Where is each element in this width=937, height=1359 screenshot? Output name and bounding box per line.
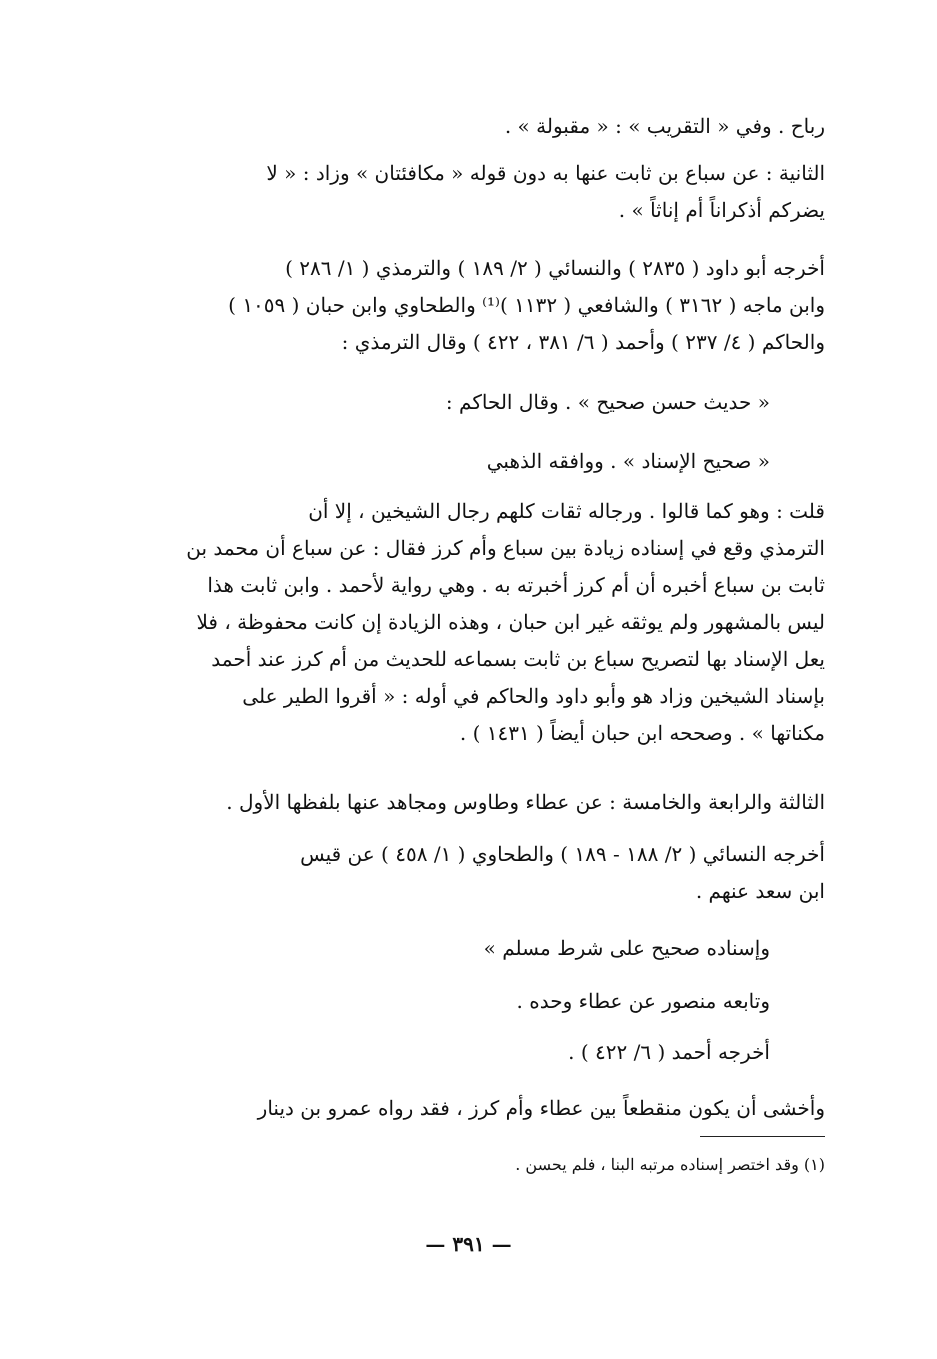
text-line: « حديث حسن صحيح » . وقال الحاكم : <box>445 390 770 414</box>
text-line: والحاكم ( ٤/ ٢٣٧ ) وأحمد ( ٦/ ٣٨١ ، ٤٢٢ ) وقال الترمذي : <box>341 330 825 354</box>
paragraph-1 <box>145 108 825 145</box>
paragraph-3 <box>145 250 825 361</box>
text-line: الترمذي وقع في إسناده زيادة بين سباع وأم كرز فقال : عن سباع أن محمد بن <box>186 536 825 560</box>
paragraph-8 <box>145 836 825 910</box>
text-line: بإسناد الشيخين وزاد هو وأبو داود والحاكم في أوله : « أقروا الطير على <box>242 684 825 708</box>
text-line: ثابت بن سباع أخبره أن أم كرز أخبرته به . وهي رواية لأحمد . وابن ثابت هذا <box>207 573 825 597</box>
footnote-divider <box>700 1136 825 1137</box>
text-line: مكناتها » . وصححه ابن حبان أيضاً ( ١٤٣١ ) . <box>459 721 825 745</box>
text-line: رباح . وفي « التقريب » : « مقبولة » . <box>504 114 825 138</box>
footnote: (١) وقد اختصر إسناده مرتبه البنا ، فلم يحسن . <box>515 1155 825 1174</box>
text-line: « صحيح الإسناد » . ووافقه الذهبي <box>486 449 770 473</box>
paragraph-2 <box>145 155 825 229</box>
page-number: — ٣٩١ — <box>425 1232 512 1256</box>
paragraph-11 <box>145 1034 825 1071</box>
text-line: أخرجه أحمد ( ٦/ ٤٢٢ ) . <box>568 1040 770 1064</box>
text-line: الثالثة والرابعة والخامسة : عن عطاء وطاوس ومجاهد عنها بلفظها الأول . <box>226 790 825 814</box>
paragraph-4 <box>145 384 825 421</box>
text-line: يعل الإسناد بها لتصريح سباع بن ثابت بسماعه للحديث من أم كرز عند أحمد <box>211 647 825 671</box>
text-line: وإسناده صحيح على شرط مسلم » <box>483 936 770 960</box>
text-line: وأخشى أن يكون منقطعاً بين عطاء وأم كرز ، فقد رواه عمرو بن دينار <box>257 1096 825 1120</box>
paragraph-7 <box>145 784 825 821</box>
paragraph-12 <box>145 1090 825 1127</box>
text-line: ليس بالمشهور ولم يوثقه غير ابن حبان ، وهذه الزيادة إن كانت محفوظة ، فلا <box>196 610 825 634</box>
text-line: ابن سعد عنهم . <box>695 879 825 903</box>
text-line: الثانية : عن سباع بن ثابت عنها به دون قوله « مكافئتان » وزاد : « لا <box>266 161 825 185</box>
paragraph-10 <box>145 983 825 1020</box>
text-line: وتابعه منصور عن عطاء وحده . <box>516 989 770 1013</box>
text-line: وابن ماجه ( ٣١٦٢ ) والشافعي ( ١١٣٢ )⁽¹⁾ والطحاوي وابن حبان ( ١٠٥٩ ) <box>228 293 825 317</box>
text-line: قلت : وهو كما قالوا . ورجاله ثقات كلهم رجال الشيخين ، إلا أن <box>308 499 825 523</box>
paragraph-9 <box>145 930 825 967</box>
text-line: أخرجه أبو داود ( ٢٨٣٥ ) والنسائي ( ٢/ ١٨٩ ) والترمذي ( ١/ ٢٨٦ ) <box>285 256 825 280</box>
text-line: يضركم أذكراناً أم إناثاً » . <box>618 198 825 222</box>
paragraph-5 <box>145 443 825 480</box>
paragraph-6 <box>145 493 825 752</box>
text-line: أخرجه النسائي ( ٢/ ١٨٨ - ١٨٩ ) والطحاوي ( ١/ ٤٥٨ ) عن قيس <box>300 842 825 866</box>
